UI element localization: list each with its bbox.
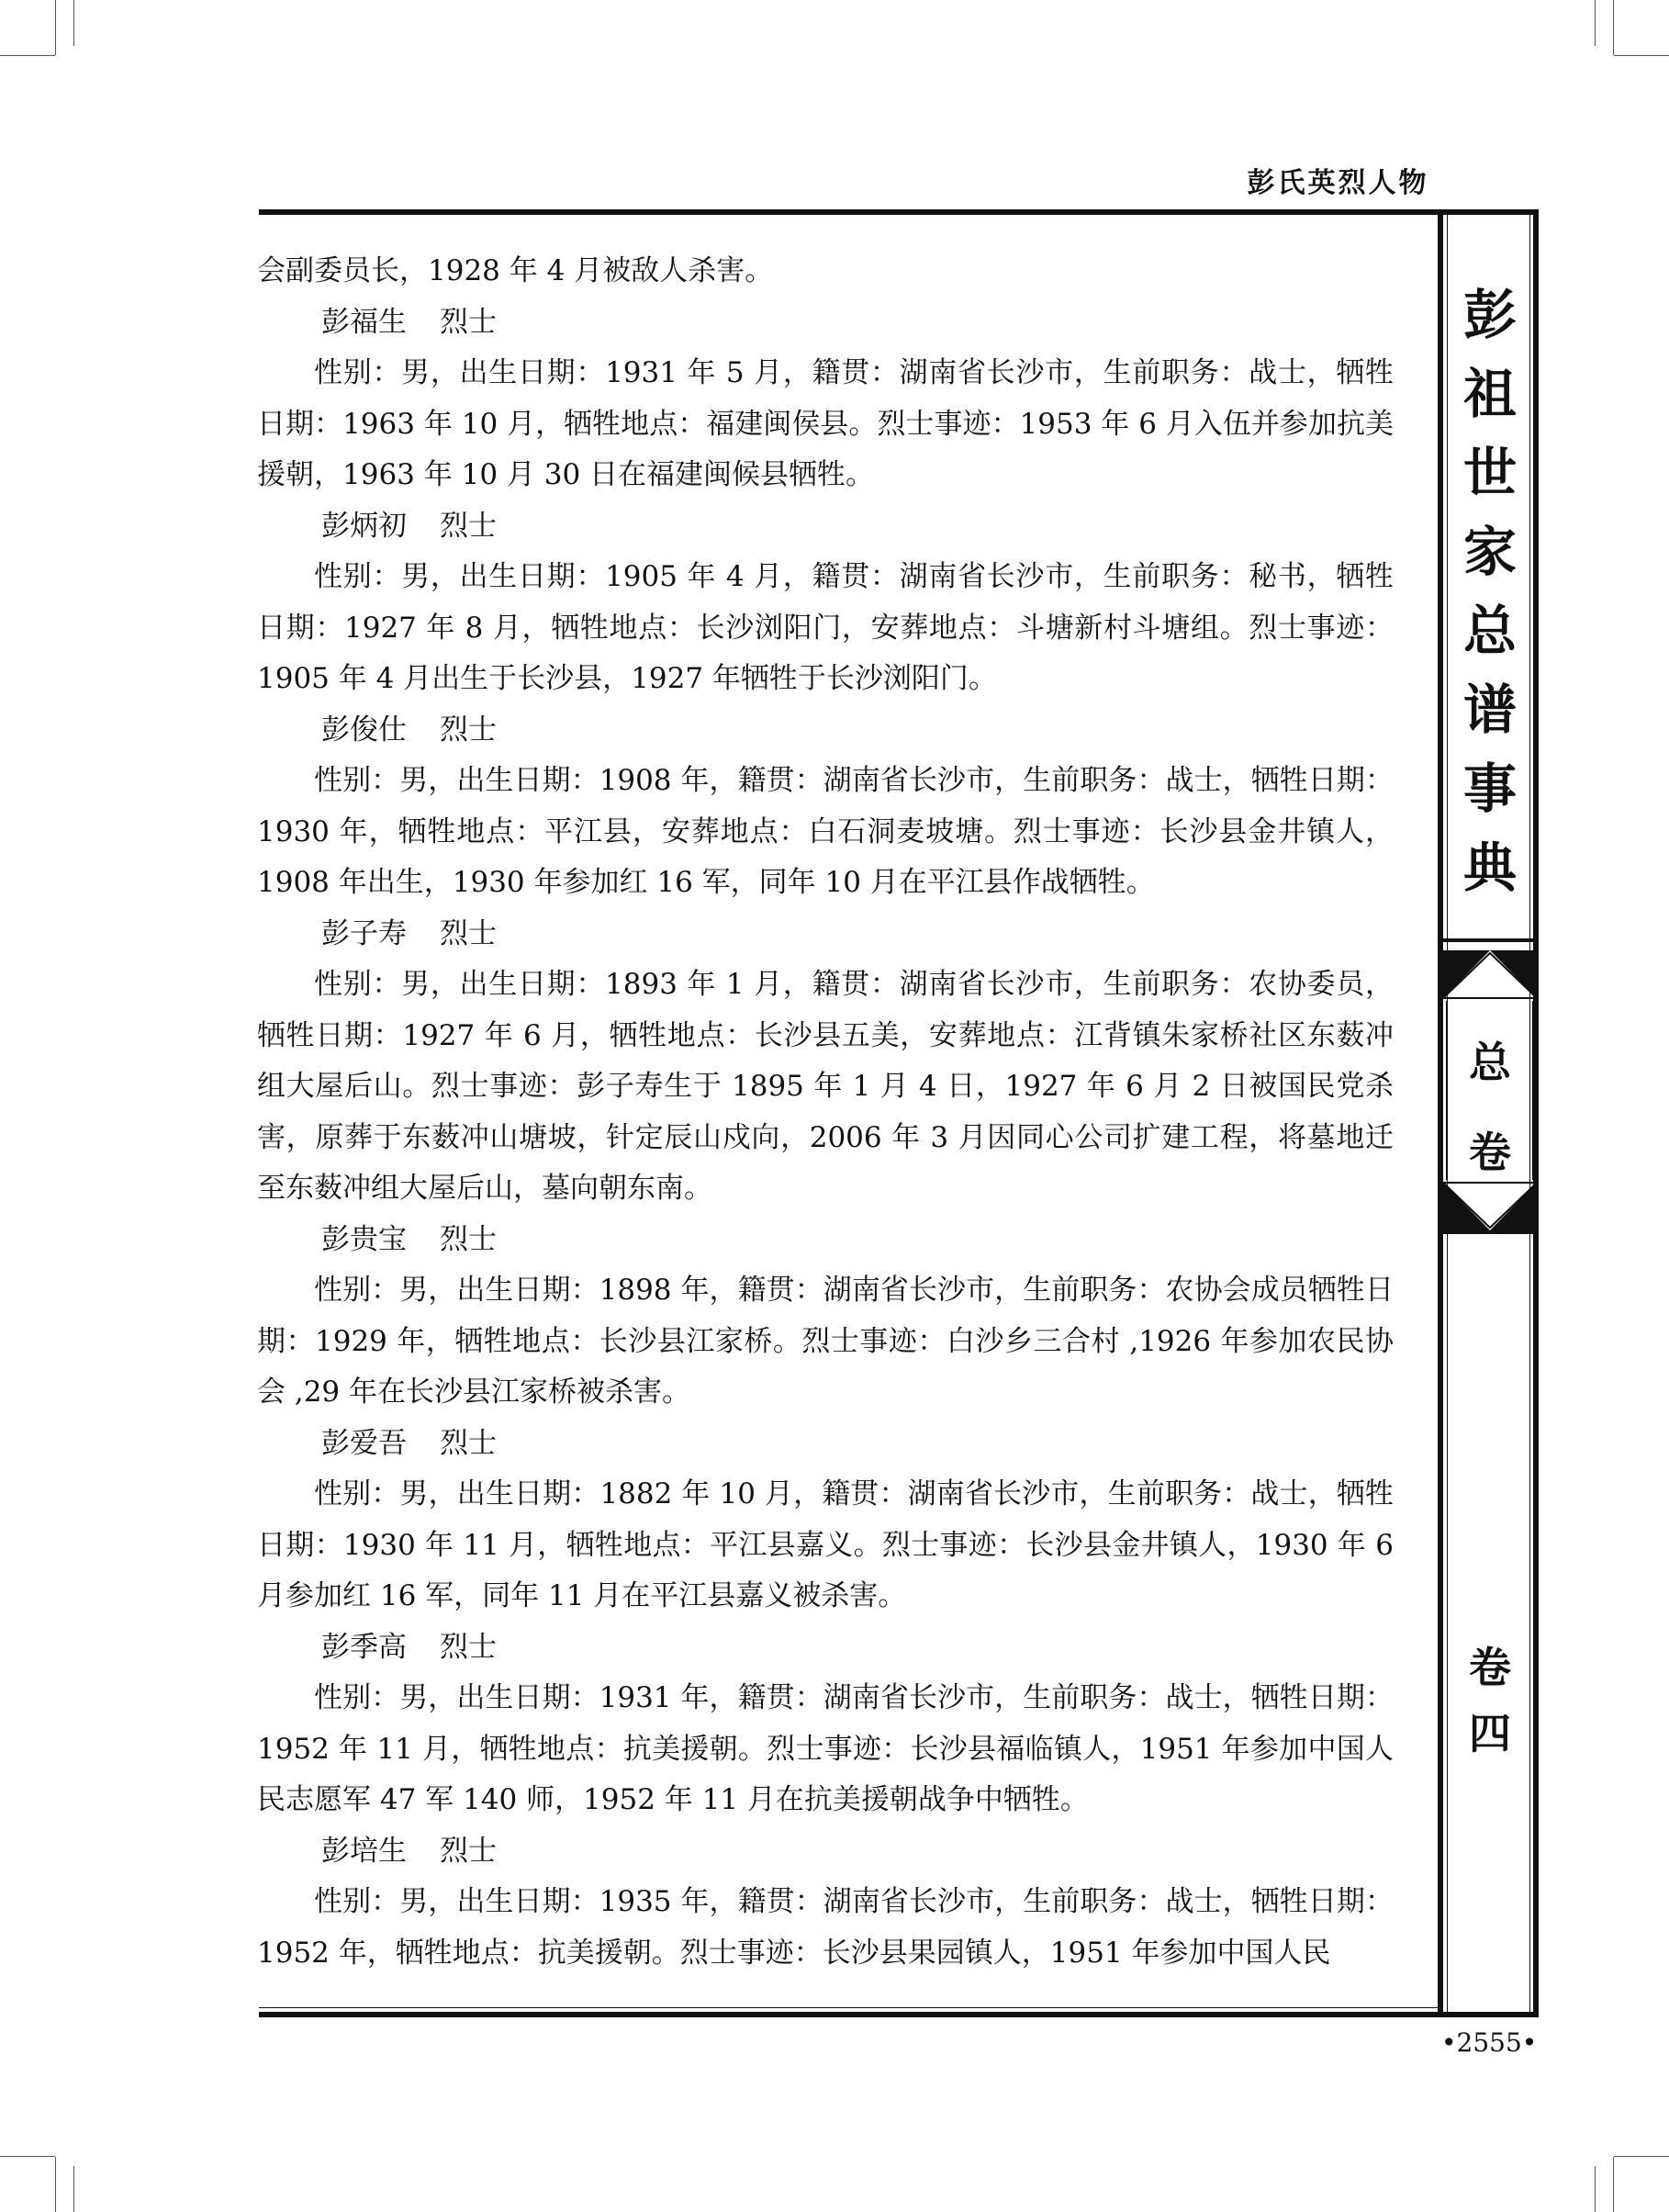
entry-text: 性别：男，出生日期：1893 年 1 月，籍贯：湖南省长沙市，生前职务：农协委员，牺牲日期：1927 年 6 月，牺牲地点：长沙县五美，安葬地点：江背镇朱家桥社区东薮冲组大屋后山。烈士事迹：彭子寿生于 1895 年 1 月 4 日，1927 年 6 月 2 日被国民党杀害，原葬于东薮冲山塘坡，针定辰山戍向，2006 年 3 月因同心公司扩建工程，将墓地迁至东薮冲组大屋后山，墓向朝东南。 [257,968,1394,1205]
volume-char: 卷 [1469,1128,1511,1177]
intro-paragraph: 会副委员长，1928 年 4 月被敌人杀害。 [257,254,774,287]
juan-char: 卷 [1469,1643,1511,1692]
entry-heading [257,1826,1394,1878]
book-title-char: 谱 [1462,679,1517,741]
crop-mark [1595,2166,1596,2212]
entry-name: 彭贵宝 [321,1222,407,1256]
crop-mark [1613,2157,1614,2212]
entry-heading [257,909,1394,960]
entry-text: 性别：男，出生日期：1898 年，籍贯：湖南省长沙市，生前职务：农协会成员牺牲日期：1929 年，牺牲地点：长沙县江家桥。烈士事迹：白沙乡三合村 ,1926 年参加农民协会 ,29 年在长沙县江家桥被杀害。 [257,1274,1394,1409]
page-number: •2555• [1441,2027,1538,2058]
entry-heading [257,705,1394,757]
crop-mark [55,2157,56,2212]
sidebar-divider [1443,1230,1533,1234]
volume-name [1449,1017,1531,1197]
entry-text: 性别：男，出生日期：1931 年 5 月，籍贯：湖南省长沙市，生前职务：战士，牺牲日期：1963 年 10 月，牺牲地点：福建闽侯县。烈士事迹：1953 年 6 月入伍并参加抗美援朝，1963 年 10 月 30 日在福建闽候县牺牲。 [257,356,1394,491]
entry-heading [257,1215,1394,1266]
entry-name: 彭炳初 [321,509,407,543]
entry-title: 烈士 [440,1630,497,1664]
entry-heading [257,501,1394,553]
juan-number [1449,1634,1531,1767]
entry-title: 烈士 [440,305,497,339]
crop-mark [73,2166,74,2212]
entry-heading [257,1419,1394,1470]
entry-title: 烈士 [440,916,497,950]
entry-name: 彭子寿 [321,916,407,950]
sidebar-divider [1443,938,1533,942]
entry-text: 性别：男，出生日期：1935 年，籍贯：湖南省长沙市，生前职务：战士，牺牲日期：1952 年，牺牲地点：抗美援朝。烈士事迹：长沙县果园镇人，1951 年参加中国人民 [257,1885,1394,1970]
book-title-char: 总 [1462,600,1517,662]
entry-name: 彭培生 [321,1834,407,1868]
bottom-rule [259,2012,1539,2017]
volume-char: 总 [1469,1038,1511,1087]
entry-name: 彭俊仕 [321,713,407,747]
entry-name: 彭季高 [321,1630,407,1664]
entry-name: 彭福生 [321,305,407,339]
crop-mark [1613,0,1614,55]
crop-mark [1595,0,1596,46]
top-rule [259,209,1539,215]
entry-text: 性别：男，出生日期：1931 年，籍贯：湖南省长沙市，生前职务：战士，牺牲日期：1952 年 11 月，牺牲地点：抗美援朝。烈士事迹：长沙县福临镇人，1951 年参加中国人民志愿军 47 军 140 师，1952 年 11 月在抗美援朝战争中牺牲。 [257,1681,1394,1816]
entry-text: 性别：男，出生日期：1882 年 10 月，籍贯：湖南省长沙市，生前职务：战士，牺牲日期：1930 年 11 月，牺牲地点：平江县嘉义。烈士事迹：长沙县金井镇人，1930 年 6 月参加红 16 军，同年 11 月在平江县嘉义被杀害。 [257,1477,1394,1612]
book-title-char: 祖 [1462,363,1517,425]
crop-mark [0,55,55,56]
crop-mark [55,0,56,55]
entry-text: 性别：男，出生日期：1908 年，籍贯：湖南省长沙市，生前职务：战士，牺牲日期：1930 年，牺牲地点：平江县，安葬地点：白石洞麦坡塘。烈士事迹：长沙县金井镇人，1908 年出生，1930 年参加红 16 军，同年 10 月在平江县作战牺牲。 [257,764,1394,899]
entry-title: 烈士 [440,1222,497,1256]
running-header: 彭氏英烈人物 [1247,167,1429,199]
entry-heading [257,298,1394,349]
entry-title: 烈士 [440,1834,497,1868]
main-content [257,246,1394,1979]
crop-mark [1614,55,1669,56]
bottom-rule-thin [259,2007,1443,2008]
book-title-char: 家 [1462,521,1517,583]
entry-title: 烈士 [440,713,497,747]
crop-mark [1614,2156,1669,2157]
entry-text: 性别：男，出生日期：1905 年 4 月，籍贯：湖南省长沙市，生前职务：秘书，牺牲日期：1927 年 8 月，牺牲地点：长沙浏阳门，安葬地点：斗塘新村斗塘组。烈士事迹：1905 年 4 月出生于长沙县，1927 年牺牲于长沙浏阳门。 [257,560,1394,695]
book-title-char: 世 [1462,442,1517,504]
book-title-char: 事 [1462,758,1517,820]
book-title-char: 彭 [1462,284,1517,346]
entry-name: 彭爱吾 [321,1426,407,1460]
book-title [1449,275,1531,907]
crop-mark [0,2156,55,2157]
entry-title: 烈士 [440,1426,497,1460]
juan-char: 四 [1469,1709,1511,1758]
crop-mark [73,0,74,46]
entry-heading [257,1623,1394,1674]
entry-title: 烈士 [440,509,497,543]
book-title-char: 典 [1462,837,1517,899]
